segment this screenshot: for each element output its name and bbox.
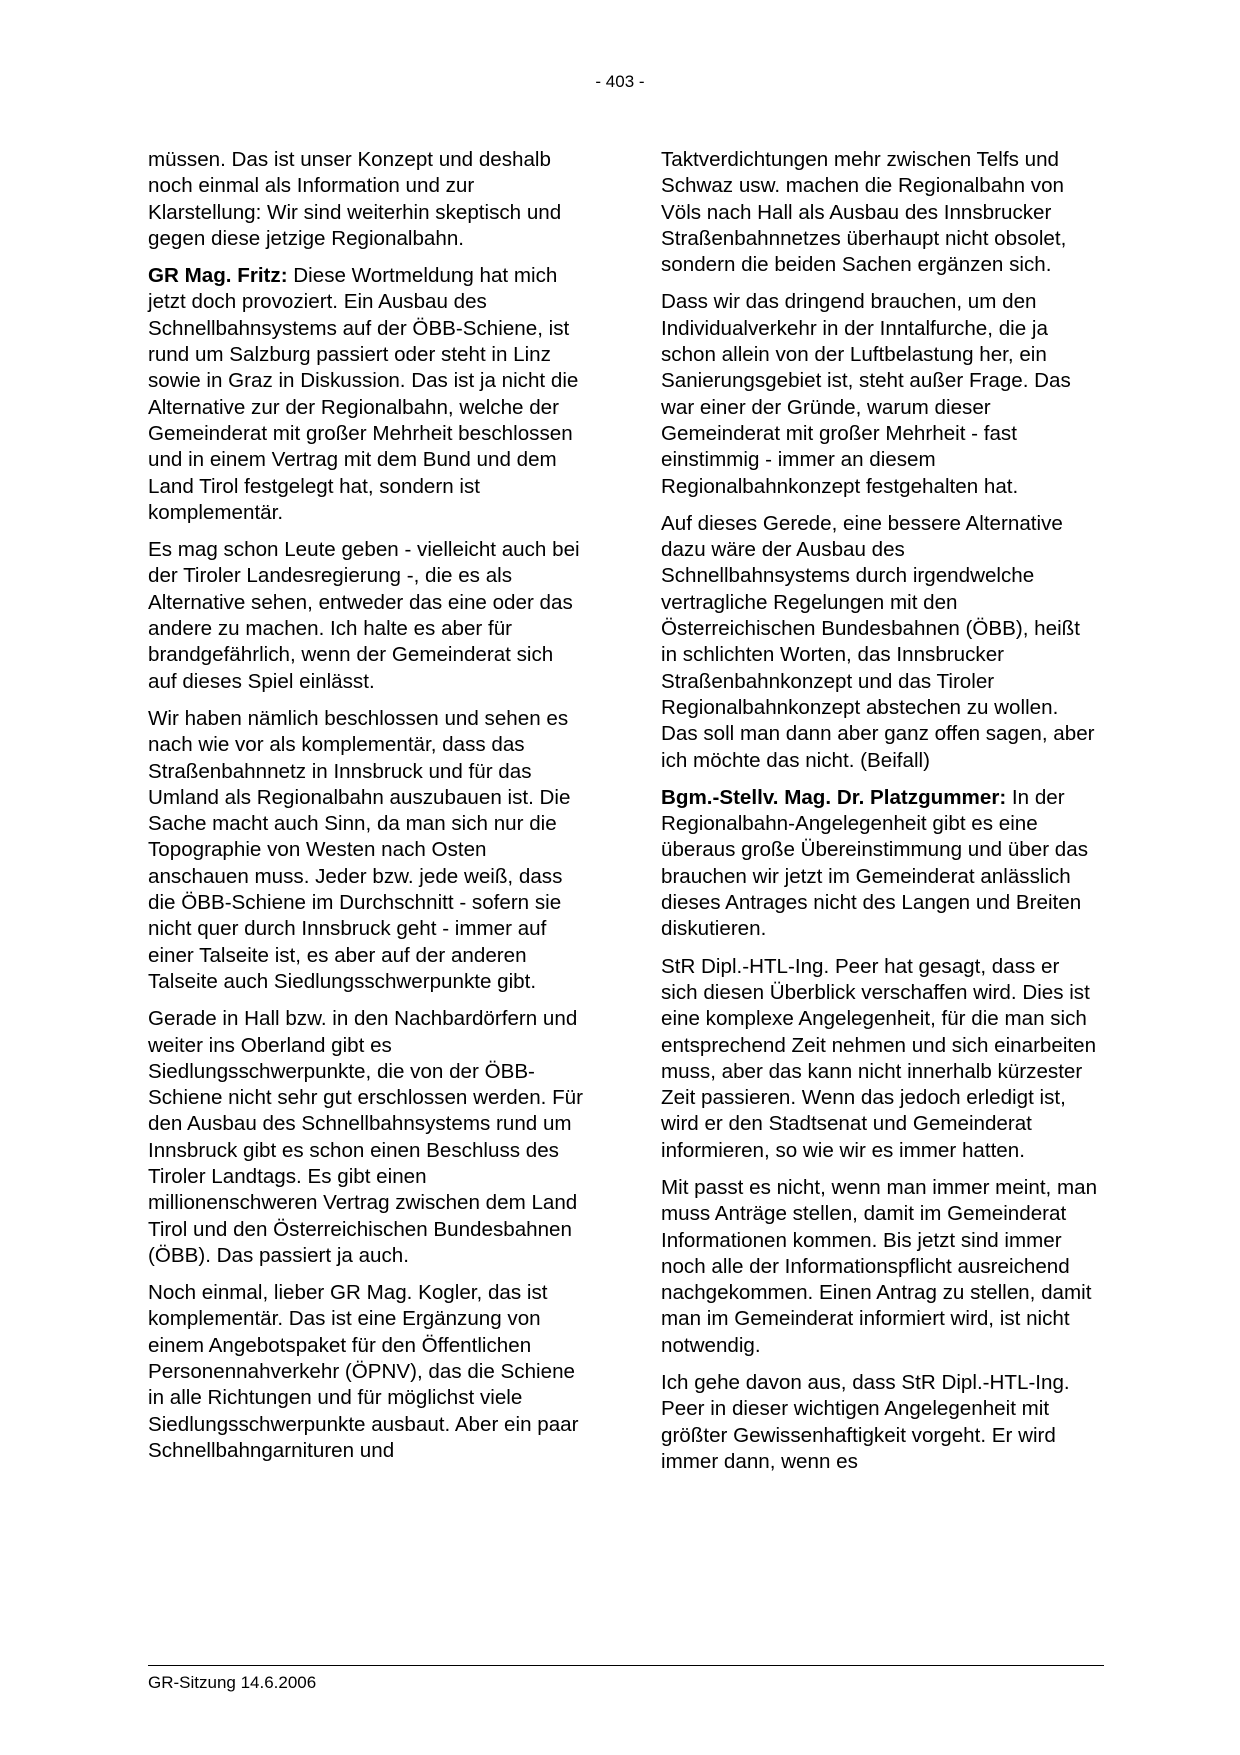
paragraph (148, 706, 586, 995)
paragraph (661, 289, 1099, 499)
speaker-name: GR Mag. Fritz: (148, 264, 288, 288)
paragraph-text: Es mag schon Leute geben - vielleicht auch bei der Tiroler Landesregierung -, die es als Alternative sehen, entweder das eine oder das andere zu machen. Ich halte es aber für brandgefährlich, wenn der Gemeinderat sich auf dieses Spiel einlässt. (148, 538, 580, 693)
paragraph-text: Mit passt es nicht, wenn man immer meint, man muss Anträge stellen, damit im Gemeinderat Informationen kommen. Bis jetzt sind immer noch alle der Informationspflicht ausreichend nachgekommen. Einen Antrag zu stellen, damit man im Gemeinderat informiert wird, ist nicht notwendig. (661, 1175, 1098, 1357)
paragraph (661, 147, 1099, 278)
paragraph (148, 147, 586, 252)
paragraph-text: Wir haben nämlich beschlossen und sehen es nach wie vor als komplementär, dass das Straßenbahnnetz in Innsbruck und für das Umland als Regionalbahn auszubauen ist. Die Sache macht auch Sinn, da man sich nur die Topographie von Westen nach Osten anschauen muss. Jeder bzw. jede weiß, dass die ÖBB-Schiene im Durchschnitt - sofern sie nicht quer durch Innsbruck geht - immer auf einer Talseite ist, es aber auf der anderen Talseite auch Siedlungsschwerpunkte gibt. (148, 706, 571, 993)
paragraph (661, 785, 1099, 943)
footer-session-label: GR-Sitzung 14.6.2006 (148, 1673, 317, 1692)
paragraph (148, 1280, 586, 1464)
paragraph (661, 1175, 1099, 1359)
right-column (661, 147, 1099, 1486)
page-number: - 403 - (595, 72, 645, 91)
paragraph-text: StR Dipl.-HTL-Ing. Peer hat gesagt, dass er sich diesen Überblick verschaffen wird. Dies ist eine komplexe Angelegenheit, für die man sich entsprechend Zeit nehmen und sich einarbeiten muss, aber das kann nicht innerhalb kürzester Zeit passieren. Wenn das jedoch erledigt ist, wird er den Stadtsenat und Gemeinderat informieren, so wie wir es immer hatten. (661, 954, 1097, 1162)
left-column (148, 147, 586, 1475)
paragraph-text: Dass wir das dringend brauchen, um den Individualverkehr in der Inntalfurche, die ja schon allein von der Luftbelastung her, ein Sanierungsgebiet ist, steht außer Frage. Das war einer der Gründe, warum dieser Gemeinderat mit großer Mehrheit - fast einstimmig - immer an diesem Regionalbahnkonzept festgehalten hat. (661, 290, 1071, 498)
speaker-name: Bgm.-Stellv. Mag. Dr. Platzgummer: (661, 785, 1007, 809)
footer-divider (148, 1665, 1104, 1666)
paragraph-text: Gerade in Hall bzw. in den Nachbardörfern und weiter ins Oberland gibt es Siedlungsschwerpunkte, die von der ÖBB-Schiene nicht sehr gut erschlossen werden. Für den Ausbau des Schnellbahnsystems rund um Innsbruck gibt es schon einen Beschluss des Tiroler Landtags. Es gibt einen millionenschweren Vertrag zwischen dem Land Tirol und den Österreichischen Bundesbahnen (ÖBB). Das passiert ja auch. (148, 1007, 583, 1267)
paragraph (661, 511, 1099, 774)
paragraph (661, 1370, 1099, 1475)
paragraph-text: Auf dieses Gerede, eine bessere Alternative dazu wäre der Ausbau des Schnellbahnsystems durch irgendwelche vertragliche Regelungen mit den Österreichischen Bundesbahnen (ÖBB), heißt in schlichten Worten, das Innsbrucker Straßenbahnkonzept und das Tiroler Regionalbahnkonzept abstechen zu wollen. Das soll man dann aber ganz offen sagen, aber ich möchte das nicht. (Beifall) (661, 511, 1095, 772)
paragraph-text: Ich gehe davon aus, dass StR Dipl.-HTL-Ing. Peer in dieser wichtigen Angelegenheit mit größter Gewissenhaftigkeit vorgeht. Er wird immer dann, wenn es (661, 1371, 1070, 1473)
paragraph-text: Diese Wortmeldung hat mich jetzt doch provoziert. Ein Ausbau des Schnellbahnsystems auf der ÖBB-Schiene, ist rund um Salzburg passiert oder steht in Linz sowie in Graz in Diskussion. Das ist ja nicht die Alternative zur der Regionalbahn, welche der Gemeinderat mit großer Mehrheit beschlossen und in einem Vertrag mit dem Bund und dem Land Tirol festgelegt hat, sondern ist komplementär. (148, 264, 579, 524)
paragraph (661, 954, 1099, 1164)
paragraph (148, 1006, 586, 1269)
paragraph (148, 537, 586, 695)
paragraph-text: In der Regionalbahn-Angelegenheit gibt es eine überaus große Übereinstimmung und über das brauchen wir jetzt im Gemeinderat anlässlich dieses Antrages nicht des Langen und Breiten diskutieren. (661, 785, 1088, 941)
paragraph-text: müssen. Das ist unser Konzept und deshalb noch einmal als Information und zur Klarstellung: Wir sind weiterhin skeptisch und gegen diese jetzige Regionalbahn. (148, 148, 562, 250)
paragraph-text: Noch einmal, lieber GR Mag. Kogler, das ist komplementär. Das ist eine Ergänzung von einem Angebotspaket für den Öffentlichen Personennahverkehr (ÖPNV), das die Schiene in alle Richtungen und für möglichst viele Siedlungsschwerpunkte ausbaut. Aber ein paar Schnellbahngarnituren und (148, 1281, 579, 1462)
paragraph (148, 263, 586, 526)
paragraph-text: Taktverdichtungen mehr zwischen Telfs und Schwaz usw. machen die Regionalbahn von Völs nach Hall als Ausbau des Innsbrucker Straßenbahnnetzes überhaupt nicht obsolet, sondern die beiden Sachen ergänzen sich. (661, 148, 1067, 277)
